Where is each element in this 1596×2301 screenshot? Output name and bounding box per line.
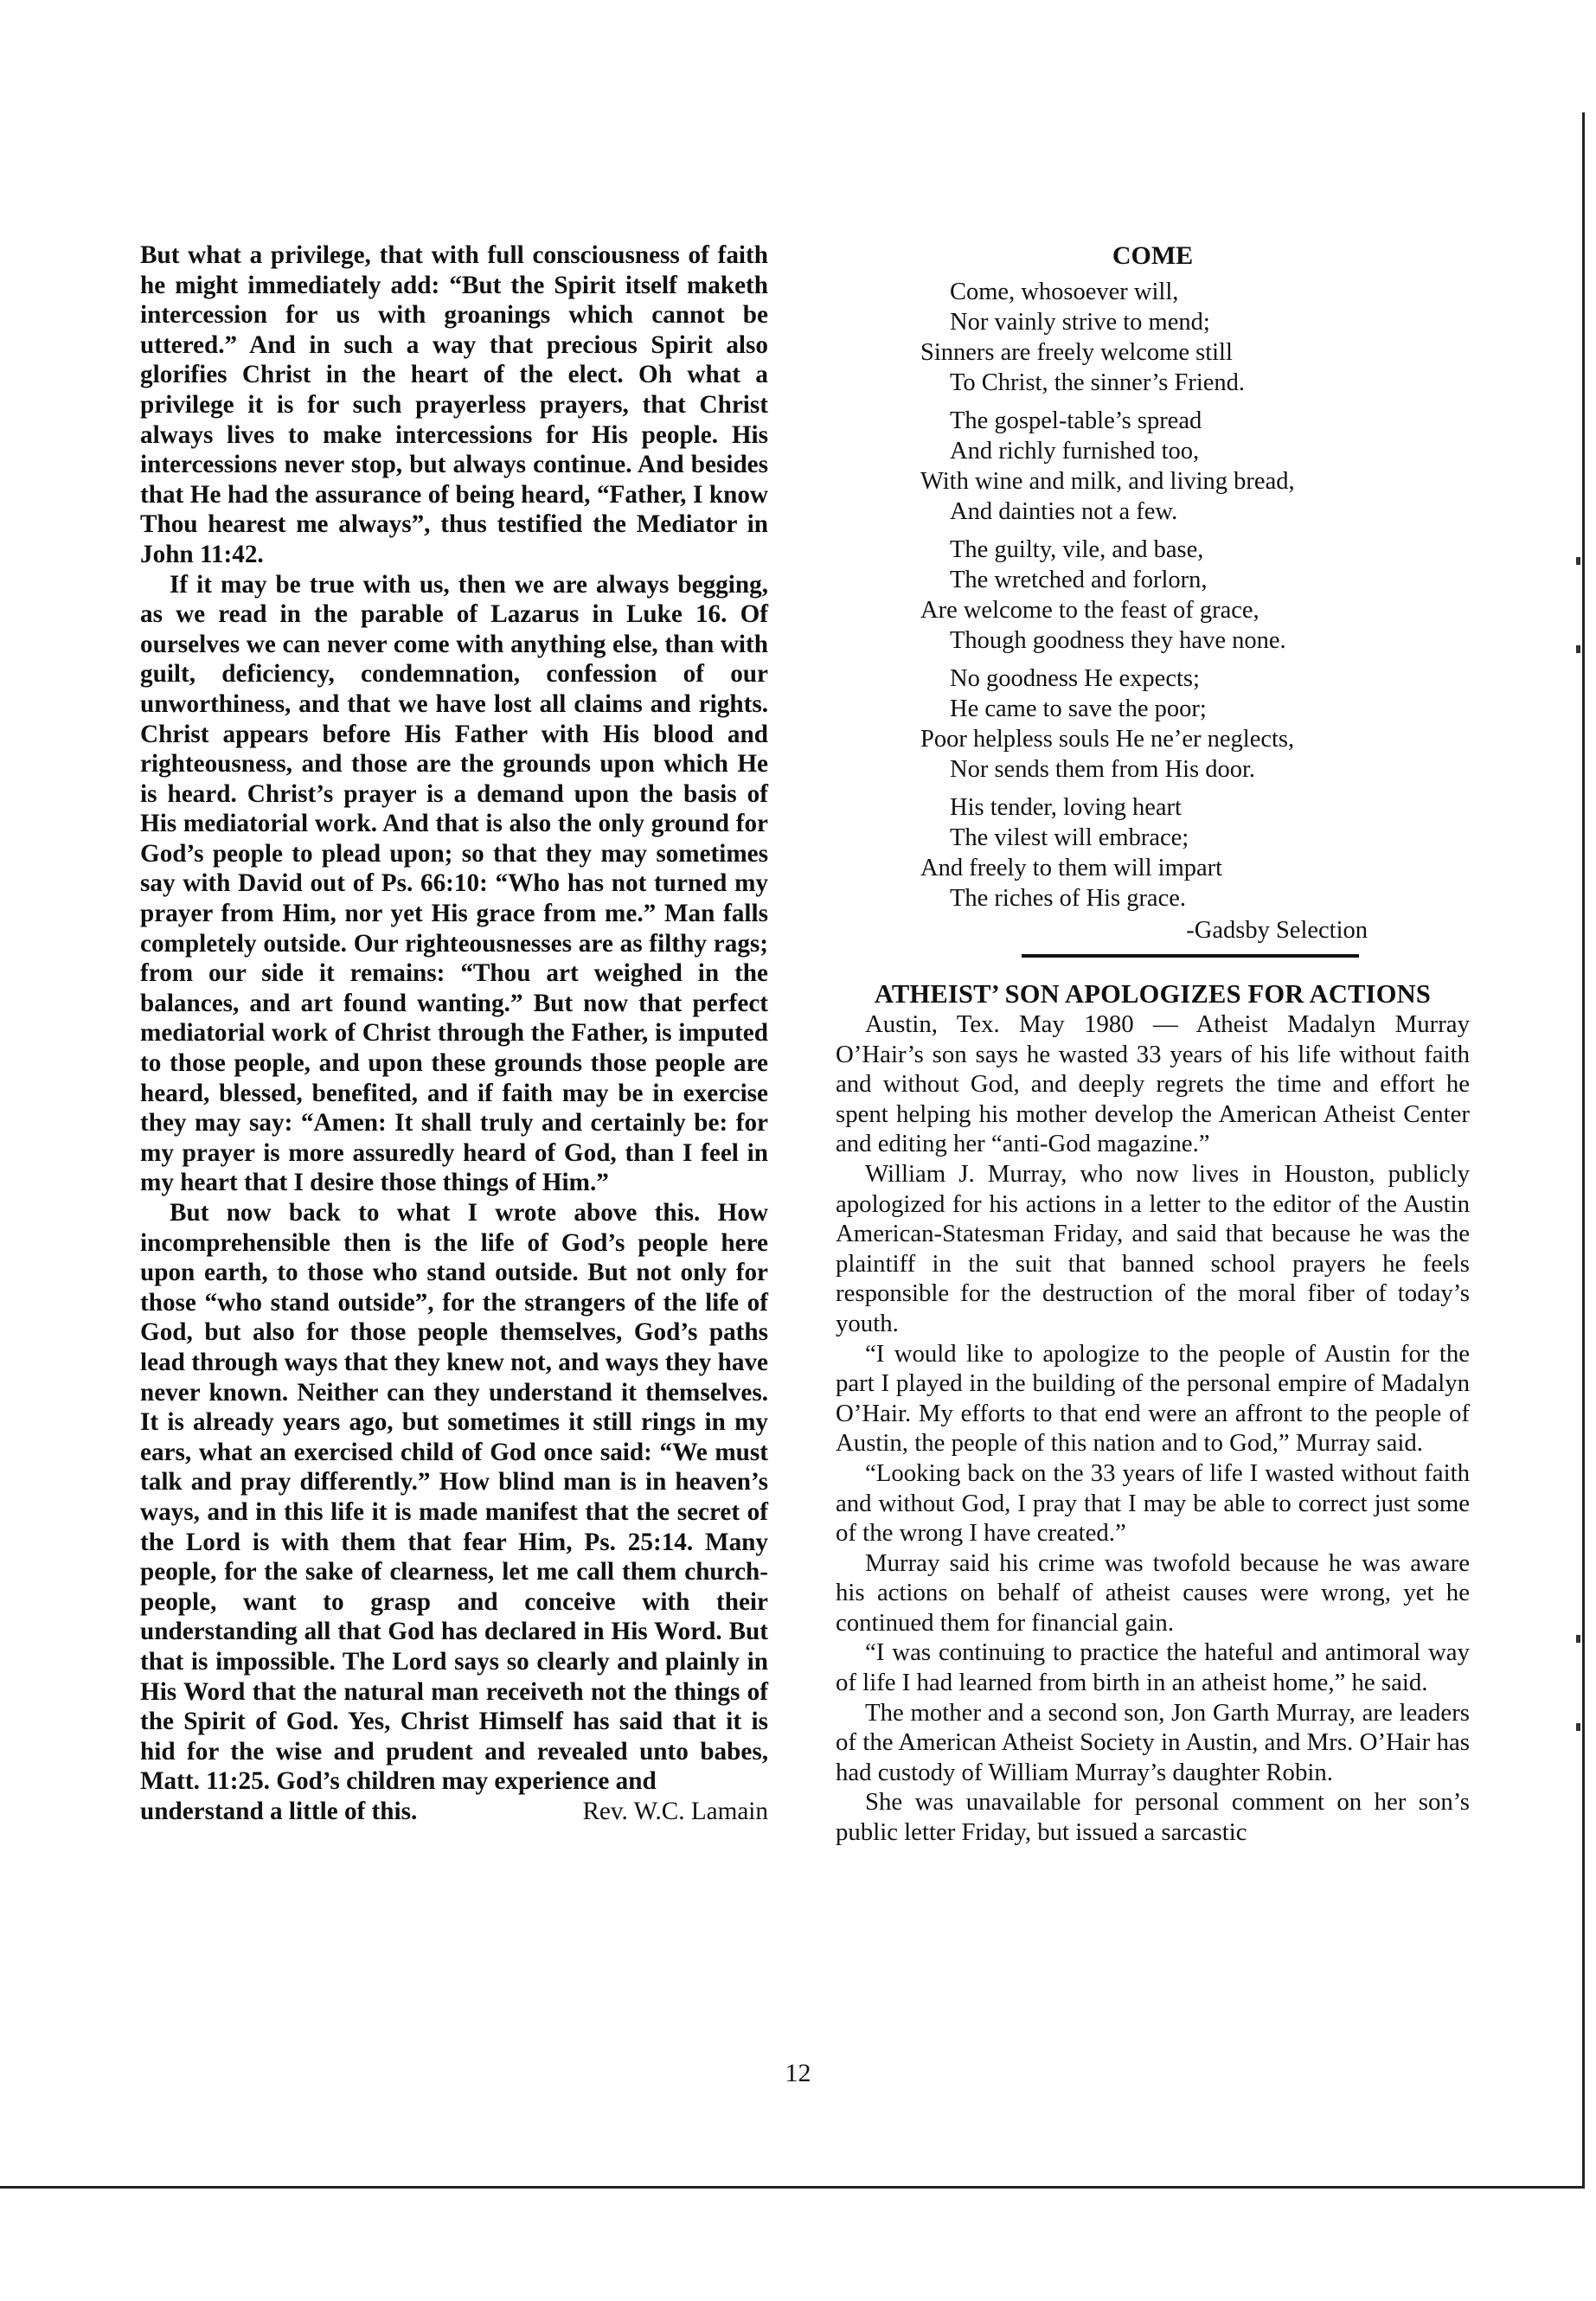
- poem-attribution: -Gadsby Selection: [1186, 917, 1368, 944]
- poem-stanza: [920, 277, 1470, 398]
- poem-line: To Christ, the sinner’s Friend.: [950, 369, 1246, 396]
- sermon-paragraph: If it may be true with us, then we are always begging, as we read in the parable of Lazarus in Luke 16. Of ourselves we can never come with anything else, than with guilt, deficiency, condemnation, confession of our unworthiness, and that we have lost all claims and rights. Christ appears before His Father with His blood and righteousness, and those are the grounds upon which He is heard. Christ’s prayer is a demand upon the basis of His mediatorial work. And that is also the only ground for God’s people to plead upon; so that they may sometimes say with David out of Ps. 66:10: “Who has not turned my prayer from Him, nor yet His grace from me.” Man falls completely outside. Our righteousnesses are as filthy rags; from our side it remains: “Thou art weighed in the balances, and art found wanting.” But now that perfect mediatorial work of Christ through the Father, is imputed to those people, and upon these grounds those people are heard, blessed, benefited, and if faith may be in exercise they may say: “Amen: It shall truly and certainly be: for my prayer is more assuredly heard of God, than I feel in my heart that I desire those things of Him.”: [140, 570, 768, 1197]
- poem-body: [920, 277, 1470, 913]
- poem-line: Nor sends them from His door.: [950, 756, 1256, 783]
- poem-stanza: [920, 406, 1470, 527]
- poem-line: The riches of His grace.: [950, 885, 1187, 912]
- poem-stanza: [920, 792, 1470, 913]
- poem-line: Come, whosoever will,: [950, 279, 1179, 305]
- scan-mark: [1576, 645, 1580, 653]
- article-paragraph: Austin, Tex. May 1980 — Atheist Madalyn Murray O’Hair’s son says he wasted 33 years of his life without faith and without God, and deeply regrets the time and effort he spent helping his mother develop the American Atheist Center and editing her “anti-God magazine.”: [836, 1010, 1470, 1158]
- poem-line: Poor helpless souls He ne’er neglects,: [920, 726, 1295, 753]
- poem-line: No goodness He expects;: [950, 665, 1200, 692]
- poem-line: The vilest will embrace;: [950, 824, 1189, 851]
- poem-line: Are welcome to the feast of grace,: [920, 597, 1259, 624]
- poem-line: Sinners are freely welcome still: [920, 339, 1233, 366]
- poem-stanza: [920, 535, 1470, 656]
- poem-line: His tender, loving heart: [950, 794, 1182, 821]
- left-column-sermon: [140, 240, 768, 1826]
- poem-line: Though goodness they have none.: [950, 627, 1286, 654]
- article-paragraph: William J. Murray, who now lives in Houston, publicly apologized for his actions in a letter to the editor of the Austin American-Statesman Friday, and said that because he was the plaintiff in the suit that banned school prayers he feels responsible for the destruction of the moral fiber of today’s youth.: [836, 1159, 1470, 1337]
- article-headline: ATHEIST’ SON APOLOGIZES FOR ACTIONS: [874, 979, 1432, 1009]
- sermon-closing-text: understand a little of this.: [140, 1797, 418, 1825]
- article-paragraph: She was unavailable for personal comment on her son’s public letter Friday, but issued a sarcastic: [836, 1788, 1470, 1847]
- poem-line: The wretched and forlorn,: [950, 567, 1208, 593]
- poem-line: With wine and milk, and living bread,: [920, 468, 1295, 495]
- article-paragraph: “I would like to apologize to the people of Austin for the part I played in the building of the personal empire of Madalyn O’Hair. My efforts to that end were an affront to the people of Austin, the people of this nation and to God,” Murray said.: [836, 1339, 1470, 1458]
- sermon-signature: Rev. W.C. Lamain: [582, 1797, 768, 1825]
- poem-line: Nor vainly strive to mend;: [950, 309, 1210, 336]
- right-column: [836, 240, 1470, 1848]
- article-paragraph: Murray said his crime was twofold because he was aware his actions on behalf of atheist causes were wrong, yet he continued them for financial gain.: [836, 1548, 1470, 1637]
- poem-line: And freely to them will impart: [920, 855, 1223, 881]
- poem-stanza: [920, 663, 1470, 785]
- page-number: 12: [785, 2059, 811, 2087]
- scan-mark: [1576, 1723, 1580, 1731]
- poem-line: The gospel-table’s spread: [950, 407, 1202, 434]
- article-paragraph: The mother and a second son, Jon Garth Murray, are leaders of the American Atheist Society in Austin, and Mrs. O’Hair has had custody of William Murray’s daughter Robin.: [836, 1698, 1470, 1786]
- article-paragraph: “I was continuing to practice the hateful and antimoral way of life I had learned from birth in an atheist home,” he said.: [836, 1638, 1470, 1697]
- section-divider: [1022, 954, 1359, 958]
- poem-line: He came to save the poor;: [950, 695, 1207, 722]
- poem-line: The guilty, vile, and base,: [950, 536, 1204, 563]
- poem-line: And richly furnished too,: [950, 438, 1200, 465]
- poem-title: COME: [1112, 241, 1194, 270]
- article-paragraph: “Looking back on the 33 years of life I wasted without faith and without God, I pray that I may be able to correct just some of the wrong I have created.”: [836, 1458, 1470, 1548]
- poem-line: And dainties not a few.: [950, 498, 1178, 525]
- sermon-paragraph: But now back to what I wrote above this. How incomprehensible then is the life of God’s people here upon earth, to those who stand outside. But not only for those “who stand outside”, for the strangers of the life of God, but also for those people themselves, God’s paths lead through ways that they knew not, and ways they have never known. Neither can they understand it themselves. It is already years ago, but sometimes it still rings in my ears, what an exercised child of God once said: “We must talk and pray differently.” How blind man is in heaven’s ways, and in this life it is made manifest that the secret of the Lord is with them that fear Him, Ps. 25:14. Many people, for the sake of clearness, let me call them church-people, want to grasp and conceive with their understanding all that God has declared in His Word. But that is impossible. The Lord says so clearly and plainly in His Word that the natural man receiveth not the things of the Spirit of God. Yes, Christ Himself has said that it is hid for the wise and prudent and revealed unto babes, Matt. 11:25. God’s children may experience and: [140, 1199, 768, 1796]
- scan-top-margin: [0, 0, 1596, 111]
- sermon-paragraph: But what a privilege, that with full consciousness of faith he might immediately add: “But the Spirit itself maketh intercession for us with groanings which cannot be uttered.” And in such a way that precious Spirit also glorifies Christ in the heart of the elect. Oh what a privilege it is for such prayerless prayers, that Christ always lives to make intercessions for His people. His intercessions never stop, but always continue. And besides that He had the assurance of being heard, “Father, I know Thou hearest me always”, thus testified the Mediator in John 11:42.: [140, 241, 768, 568]
- sermon-closing-line: [140, 1797, 768, 1827]
- scan-mark: [1576, 557, 1580, 565]
- scan-mark: [1576, 1635, 1580, 1643]
